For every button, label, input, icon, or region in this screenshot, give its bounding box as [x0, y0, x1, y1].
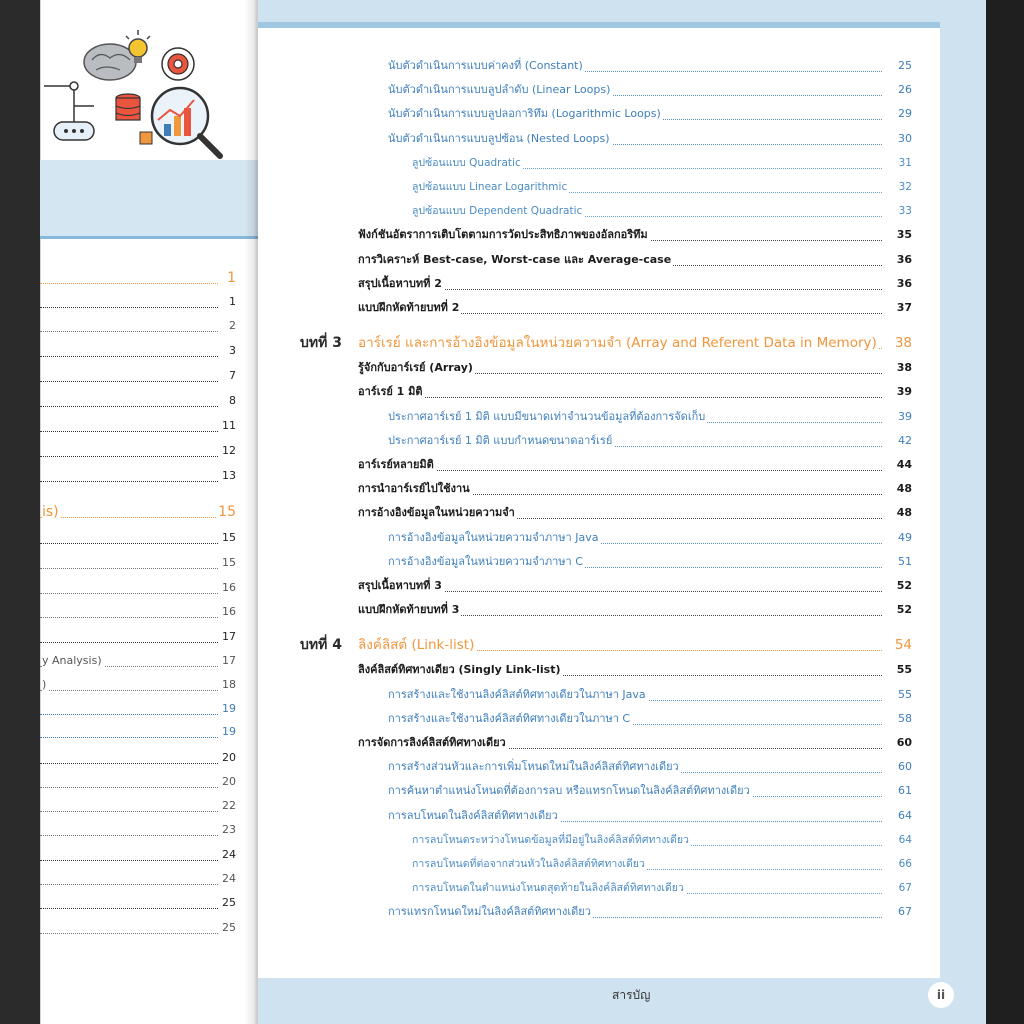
- dot-leader: [40, 642, 218, 643]
- toc-page-number: 49: [895, 528, 912, 548]
- toc-entry-label: การสร้างและใช้งานลิงค์ลิสต์ทิศทางเดียวในภาษา C: [388, 709, 632, 729]
- left-toc-page-number: 24: [220, 869, 236, 889]
- left-toc-row: [40, 578, 236, 598]
- toc-page-number: 35: [894, 225, 912, 245]
- dot-leader: [40, 787, 218, 788]
- left-toc-page-number: 13: [220, 466, 236, 486]
- toc-entry-label: แบบฝึกหัดท้ายบทที่ 3: [358, 600, 461, 620]
- toc-entry-label: อาร์เรย์ 1 มิติ: [358, 382, 425, 402]
- left-toc-page-number: 24: [220, 845, 236, 865]
- toc-subsection-row[interactable]: [388, 552, 912, 572]
- toc-entry-label: การลบโหนดในลิงค์ลิสต์ทิศทางเดียว: [388, 806, 560, 826]
- toc-section-row[interactable]: [358, 225, 912, 245]
- toc-entry-label: นับตัวดำเนินการแบบลูปลอการิทึม (Logarithmic Loops): [388, 104, 663, 124]
- toc-section-row[interactable]: [358, 600, 912, 620]
- toc-page-number: 60: [895, 757, 912, 777]
- toc-entry-label: การสร้างและใช้งานลิงค์ลิสต์ทิศทางเดียวในภาษา Java: [388, 685, 648, 705]
- chapter-line: [358, 332, 912, 354]
- dot-leader: [40, 331, 218, 332]
- toc-subsection-row[interactable]: [388, 56, 912, 76]
- toc-subsubsection-row[interactable]: [412, 177, 912, 197]
- dot-leader: [358, 397, 882, 398]
- toc-entry-label: การวิเคราะห์ Best-case, Worst-case และ Average-case: [358, 250, 673, 270]
- toc-page-number: 51: [895, 552, 912, 572]
- toc-entry-label: สรุปเนื้อหาบทที่ 2: [358, 274, 444, 294]
- toc-entry-label: อาร์เรย์หลายมิติ: [358, 455, 436, 475]
- dot-leader: [40, 431, 218, 432]
- left-toc-row: [40, 651, 236, 671]
- toc-section-row[interactable]: [358, 479, 912, 499]
- left-toc-row: [40, 416, 236, 436]
- toc-page-number: 31: [896, 153, 912, 173]
- left-toc-page-number: 25: [220, 918, 236, 938]
- toc-entry-label: การค้นหาตำแหน่งโหนดที่ต้องการลบ หรือแทรกโหนดในลิงค์ลิสต์ทิศทางเดียว: [388, 781, 752, 801]
- toc-entry-label: การอ้างอิงข้อมูลในหน่วยความจำภาษา C: [388, 552, 585, 572]
- left-toc-row: [40, 722, 236, 742]
- dot-leader: [40, 283, 218, 284]
- footer-section-label: สารบัญ: [612, 988, 651, 1002]
- dot-leader: [40, 481, 218, 482]
- left-toc-row: [40, 366, 236, 386]
- toc-entry-label: นับตัวดำเนินการแบบลูปลำดับ (Linear Loops): [388, 80, 612, 100]
- toc-page-number: 36: [894, 274, 912, 294]
- toc-page-number: 48: [894, 479, 912, 499]
- toc-page-number: 48: [894, 503, 912, 523]
- toc-subsection-row[interactable]: [388, 757, 912, 777]
- left-toc-page-number: 1: [227, 270, 236, 286]
- page-number-badge: ii: [928, 982, 954, 1008]
- toc-page-number: 60: [894, 733, 912, 753]
- toc-page-number: 36: [894, 250, 912, 270]
- chapter-page-number: 38: [892, 332, 912, 354]
- left-toc-row: [40, 602, 236, 622]
- dot-leader: [40, 860, 218, 861]
- dot-leader: [40, 690, 218, 691]
- left-toc-row: [40, 441, 236, 461]
- left-toc-row: [40, 918, 236, 938]
- toc-page-number: 44: [894, 455, 912, 475]
- left-toc-page-number: 19: [220, 722, 236, 742]
- left-toc-page-number: 15: [218, 504, 236, 520]
- toc-section-row[interactable]: [358, 250, 912, 270]
- dot-leader: [40, 307, 218, 308]
- left-toc-page-number: 17: [220, 627, 236, 647]
- left-toc-row: [40, 699, 236, 719]
- toc-entry-label: การลบโหนดในตำแหน่งโหนดสุดท้ายในลิงค์ลิสต์ทิศทางเดียว: [412, 878, 686, 898]
- toc-subsection-row[interactable]: [388, 129, 912, 149]
- toc-entry-label: นับตัวดำเนินการแบบค่าคงที่ (Constant): [388, 56, 585, 76]
- toc-section-row[interactable]: [358, 455, 912, 475]
- dot-leader: [40, 811, 218, 812]
- toc-subsection-row[interactable]: [388, 709, 912, 729]
- toc-entry-label: ลูปซ้อนแบบ Quadratic: [412, 153, 523, 173]
- left-toc-page-number: 1: [227, 292, 236, 312]
- dot-leader: [40, 356, 218, 357]
- chapter-title: อาร์เรย์ และการอ้างอิงข้อมูลในหน่วยความจำ (Array and Referent Data in Memory): [358, 332, 879, 354]
- toc-page-number: 30: [895, 129, 912, 149]
- toc-subsection-row[interactable]: [388, 781, 912, 801]
- toc-section-row[interactable]: [358, 274, 912, 294]
- toc-subsubsection-row[interactable]: [412, 854, 912, 874]
- toc-page-number: 55: [895, 685, 912, 705]
- left-toc-label-fragment: y Analysis): [42, 651, 104, 671]
- toc-page-number: 42: [895, 431, 912, 451]
- chapter-heading-row[interactable]: [300, 634, 912, 656]
- left-toc-row: [40, 391, 236, 411]
- left-toc-page-number: 16: [220, 602, 236, 622]
- toc-section-row[interactable]: [358, 358, 912, 378]
- toc-entry-label: ประกาศอาร์เรย์ 1 มิติ แบบมีขนาดเท่าจำนวนข้อมูลที่ต้องการจัดเก็บ: [388, 407, 707, 427]
- left-toc-row: [40, 893, 236, 913]
- toc-section-row[interactable]: [358, 503, 912, 523]
- chapter-title: ลิงค์ลิสต์ (Link-list): [358, 634, 476, 656]
- toc-entry-label: การจัดการลิงค์ลิสต์ทิศทางเดียว: [358, 733, 508, 753]
- right-page: [258, 0, 986, 1024]
- left-toc-row: [40, 502, 236, 522]
- toc-entry-label: ลิงค์ลิสต์ทิศทางเดียว (Singly Link-list): [358, 660, 563, 680]
- dot-leader: [40, 835, 218, 836]
- toc-entry-label: ลูปซ้อนแบบ Dependent Quadratic: [412, 201, 584, 221]
- left-toc-page-number: 17: [220, 651, 236, 671]
- dot-leader: [40, 737, 218, 738]
- toc-subsubsection-row[interactable]: [412, 830, 912, 850]
- toc-subsection-row[interactable]: [388, 685, 912, 705]
- left-toc-row: [40, 845, 236, 865]
- toc-subsection-row[interactable]: [388, 104, 912, 124]
- toc-page-number: 29: [895, 104, 912, 124]
- dot-leader: [40, 543, 218, 544]
- toc-entry-label: การลบโหนดระหว่างโหนดข้อมูลที่มีอยู่ในลิงค์ลิสต์ทิศทางเดียว: [412, 830, 691, 850]
- left-toc-row: [40, 772, 236, 792]
- left-toc-row: [40, 869, 236, 889]
- toc-page-number: 66: [896, 854, 912, 874]
- toc-page-number: 39: [895, 407, 912, 427]
- toc-entry-label: สรุปเนื้อหาบทที่ 3: [358, 576, 444, 596]
- toc-subsubsection-row[interactable]: [412, 153, 912, 173]
- toc-subsubsection-row[interactable]: [412, 201, 912, 221]
- dot-leader: [40, 908, 218, 909]
- toc-entry-label: การนำอาร์เรย์ไปใช้งาน: [358, 479, 472, 499]
- dot-leader: [40, 517, 218, 518]
- left-toc-page-number: 11: [220, 416, 236, 436]
- toc-entry-label: ประกาศอาร์เรย์ 1 มิติ แบบกำหนดขนาดอาร์เรย์: [388, 431, 614, 451]
- left-toc-page-number: 2: [227, 316, 236, 336]
- left-toc-page-number: 7: [227, 366, 236, 386]
- left-toc-page-number: 20: [220, 748, 236, 768]
- toc-section-row[interactable]: [358, 576, 912, 596]
- left-toc-page-number: 20: [220, 772, 236, 792]
- toc-page-number: 64: [896, 830, 912, 850]
- dot-leader: [40, 456, 218, 457]
- chapter-page-number: 54: [892, 634, 912, 656]
- left-toc-page-number: 22: [220, 796, 236, 816]
- left-toc-page-number: 16: [220, 578, 236, 598]
- toc-page-number: 52: [894, 576, 912, 596]
- left-toc-row: [40, 553, 236, 573]
- dot-leader: [40, 617, 218, 618]
- left-toc-row: [40, 675, 236, 695]
- chapter-number: บทที่ 4: [300, 637, 342, 654]
- dot-leader: [40, 884, 218, 885]
- toc-section-row[interactable]: [358, 733, 912, 753]
- dot-leader: [40, 933, 218, 934]
- toc-page-number: 39: [894, 382, 912, 402]
- left-toc-page-number: 15: [220, 553, 236, 573]
- chapter-line: [358, 634, 912, 656]
- chapter-number: บทที่ 3: [300, 335, 342, 352]
- left-toc-page-number: 3: [227, 341, 236, 361]
- toc-entry-label: แบบฝึกหัดท้ายบทที่ 2: [358, 298, 461, 318]
- toc-page-number: 32: [896, 177, 912, 197]
- left-toc-row: [40, 268, 236, 288]
- left-toc-row: [40, 627, 236, 647]
- toc-entry-label: รู้จักกับอาร์เรย์ (Array): [358, 358, 475, 378]
- left-toc-page-number: 15: [220, 528, 236, 548]
- toc-page-number: 61: [895, 781, 912, 801]
- left-toc-row: [40, 528, 236, 548]
- toc-entry-label: ฟังก์ชันอัตราการเติบโตตามการวัดประสิทธิภาพของอัลกอริทึม: [358, 225, 650, 245]
- toc-subsection-row[interactable]: [388, 80, 912, 100]
- dot-leader: [358, 470, 882, 471]
- toc-section-row[interactable]: [358, 298, 912, 318]
- left-toc-row: [40, 316, 236, 336]
- toc-section-row[interactable]: [358, 660, 912, 680]
- toc-entry-label: การแทรกโหนดใหม่ในลิงค์ลิสต์ทิศทางเดียว: [388, 902, 593, 922]
- toc-page-number: 67: [895, 902, 912, 922]
- toc-page-number: 55: [894, 660, 912, 680]
- toc-subsection-row[interactable]: [388, 528, 912, 548]
- book-back-cover-edge: [986, 0, 1024, 1024]
- toc-entry-label: การลบโหนดที่ต่อจากส่วนหัวในลิงค์ลิสต์ทิศทางเดียว: [412, 854, 647, 874]
- toc-page-number: 64: [895, 806, 912, 826]
- dot-leader: [40, 714, 218, 715]
- toc-subsection-row[interactable]: [388, 407, 912, 427]
- left-toc-row: [40, 748, 236, 768]
- left-toc-row: [40, 820, 236, 840]
- left-toc-page-number: 12: [220, 441, 236, 461]
- left-toc-page-number: 25: [220, 893, 236, 913]
- left-toc-row: [40, 341, 236, 361]
- left-toc-row: [40, 466, 236, 486]
- dot-leader: [40, 406, 218, 407]
- toc-page-number: 33: [896, 201, 912, 221]
- toc-page-number: 58: [895, 709, 912, 729]
- toc-page-number: 38: [894, 358, 912, 378]
- toc-page-number: 26: [895, 80, 912, 100]
- table-of-contents: [258, 22, 940, 978]
- toc-page-number: 37: [894, 298, 912, 318]
- dot-leader: [40, 381, 218, 382]
- left-toc-row: [40, 292, 236, 312]
- dot-leader: [40, 593, 218, 594]
- toc-section-row[interactable]: [358, 382, 912, 402]
- left-toc-page-number: 23: [220, 820, 236, 840]
- toc-subsubsection-row[interactable]: [412, 878, 912, 898]
- left-toc-page-number: 18: [220, 675, 236, 695]
- toc-subsection-row[interactable]: [388, 902, 912, 922]
- toc-entry-label: การอ้างอิงข้อมูลในหน่วยความจำภาษา Java: [388, 528, 600, 548]
- left-page: [40, 0, 258, 1024]
- toc-page-number: 67: [896, 878, 912, 898]
- left-toc-page-number: 8: [227, 391, 236, 411]
- toc-subsection-row[interactable]: [388, 806, 912, 826]
- toc-entry-label: ลูปซ้อนแบบ Linear Logarithmic: [412, 177, 569, 197]
- dot-leader: [40, 763, 218, 764]
- toc-subsection-row[interactable]: [388, 431, 912, 451]
- toc-entry-label: การสร้างส่วนหัวและการเพิ่มโหนดใหม่ในลิงค์ลิสต์ทิศทางเดียว: [388, 757, 681, 777]
- toc-entry-label: นับตัวดำเนินการแบบลูปซ้อน (Nested Loops): [388, 129, 612, 149]
- left-toc-page-number: 19: [220, 699, 236, 719]
- toc-page-number: 25: [895, 56, 912, 76]
- dot-leader: [40, 568, 218, 569]
- left-page-toc-fragment: [40, 0, 240, 1024]
- chapter-heading-row[interactable]: [300, 332, 912, 354]
- toc-entry-label: การอ้างอิงข้อมูลในหน่วยความจำ: [358, 503, 517, 523]
- left-toc-label-fragment: is): [42, 504, 59, 520]
- left-toc-row: [40, 796, 236, 816]
- toc-page-number: 52: [894, 600, 912, 620]
- left-toc-label-fragment: ): [42, 675, 48, 695]
